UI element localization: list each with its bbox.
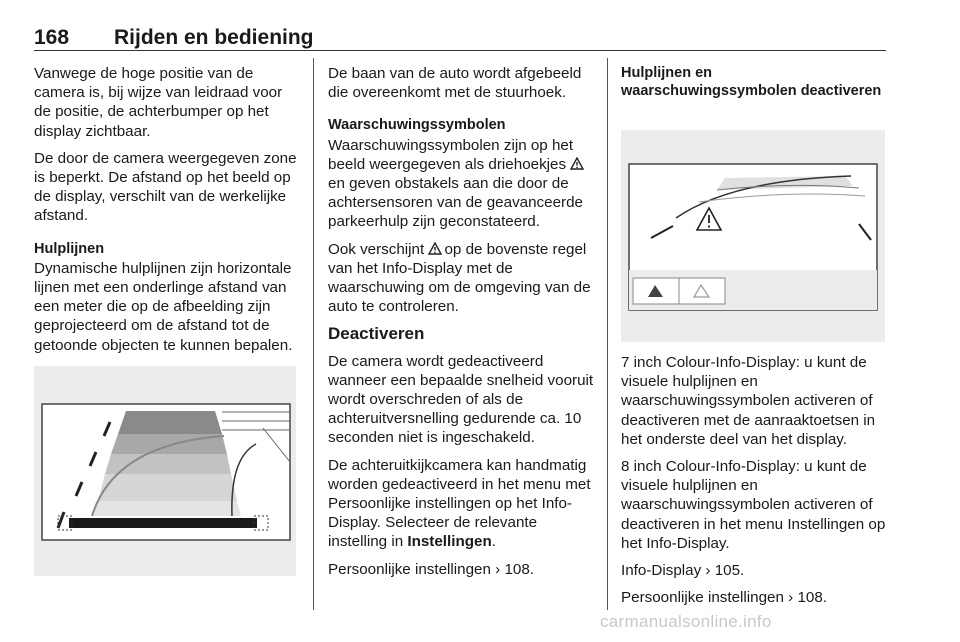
- warning-triangle-icon: [428, 242, 442, 255]
- reference-arrow-icon: ›: [788, 589, 794, 607]
- column-1: [34, 64, 300, 363]
- section-heading-waarschuwingssymbolen: Waarschuwingssymbolen: [328, 117, 506, 134]
- cross-reference[interactable]: Persoonlijke instellingen › 108.: [328, 560, 535, 578]
- cross-reference[interactable]: Info-Display › 105.: [621, 562, 745, 580]
- warning-symbols-figure: [621, 130, 885, 342]
- paragraph-info-display: Ook verschijnt op de bovenste regel van het Info-Display met de waarschuwing om de omgeving van de auto te controleren.: [328, 240, 591, 316]
- paragraph: 8 inch Colour-Info-Display: u kunt de visuele hulplijnen en waarschuwingssymbolen activeren of deactiveren in het menu Instellingen op het Info-Display.: [621, 458, 886, 552]
- paragraph: De camera wordt gedeactiveerd wanneer een bepaalde snelheid vooruit wordt overschreden of als de achteruitversnelling gedurende ca. 10 seconden niet is ingeschakeld.: [328, 352, 594, 447]
- paragraph: De baan van de auto wordt afgebeeld die overeenkomt met de stuurhoek.: [328, 65, 582, 102]
- column-3-lower: [621, 353, 887, 615]
- column-divider-2: [607, 58, 608, 610]
- paragraph: Dynamische hulplijnen zijn horizontale lijnen met een onderlinge afstand van een meter die op de afbeelding zijn geprojecteerd om de afstand tot de getoonde objecten te kunnen bepalen.: [34, 259, 293, 354]
- section-heading-deactiveren: Deactiveren: [328, 324, 425, 344]
- paragraph: De achteruitkijkcamera kan handmatig worden gedeactiveerd in het menu met Persoonlijke instellingen op het Info-Display. Selecteer de relevante instelling in Instellingen.: [328, 456, 591, 551]
- reference-arrow-icon: ›: [705, 562, 711, 580]
- column-divider-1: [313, 58, 314, 610]
- paragraph: Vanwege de hoge positie van de camera is, bij wijze van leidraad voor de positie, de achterbumper op het display zichtbaar.: [34, 65, 283, 140]
- watermark: carmanualsonline.info: [600, 612, 772, 631]
- section-heading-deactiveren-hulplijnen: Hulplijnen en waarschuwingssymbolen deactiveren: [621, 65, 882, 99]
- column-2: [328, 64, 594, 587]
- page-number: 168: [34, 26, 70, 49]
- settings-term: Instellingen: [407, 533, 492, 551]
- chapter-title: Rijden en bediening: [114, 26, 314, 49]
- paragraph-warning-symbols: Waarschuwingssymbolen zijn op het beeld weergegeven als driehoekjes en geven obstakels aan die door de achtersensoren van de geavanceerde parkeerhulp zijn geconstateerd.: [328, 136, 583, 231]
- column-3: [621, 64, 887, 100]
- cross-reference[interactable]: Persoonlijke instellingen › 108.: [621, 589, 828, 607]
- header-rule: [34, 50, 886, 51]
- section-heading-hulplijnen: Hulplijnen: [34, 240, 105, 257]
- paragraph: 7 inch Colour-Info-Display: u kunt de visuele hulplijnen en waarschuwingssymbolen activeren of deactiveren met de aanraaktoetsen in het onderste deel van het display.: [621, 354, 876, 448]
- guidelines-figure: [34, 366, 296, 576]
- reference-arrow-icon: ›: [495, 560, 501, 578]
- paragraph: De door de camera weergegeven zone is beperkt. De afstand op het beeld op de display, verschilt van de werkelijke afstand.: [34, 149, 297, 225]
- warning-triangle-icon: [570, 157, 584, 170]
